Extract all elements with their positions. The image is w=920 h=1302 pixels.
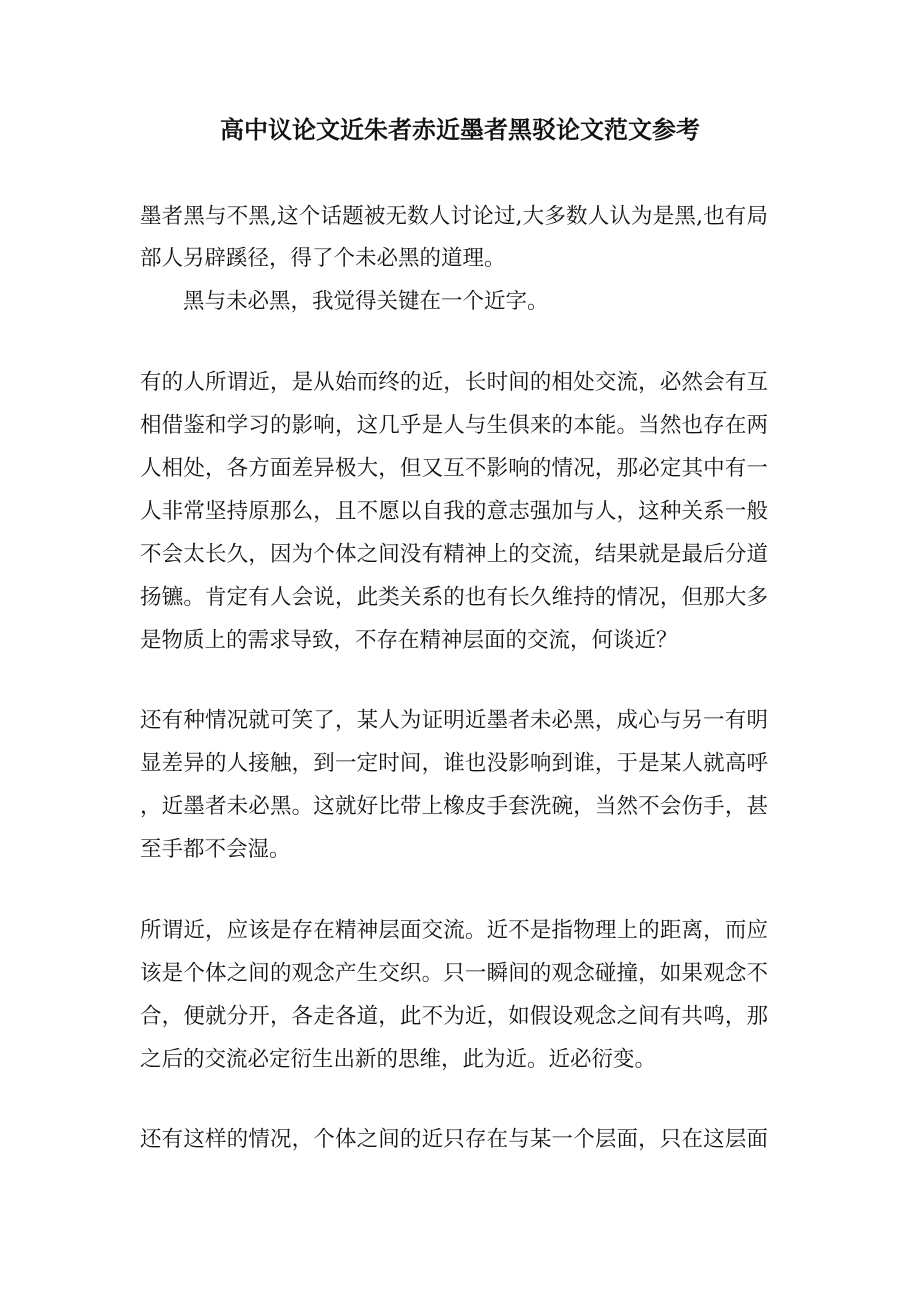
paragraph-line: 人非常坚持原那么，且不愿以自我的意志强加与人，这种关系一般 <box>140 499 768 524</box>
paragraph-line: 还有种情况就可笑了，某人为证明近墨者未必黑，成心与另一有明 <box>140 708 768 733</box>
document-title: 高中议论文近朱者赤近墨者黑驳论文范文参考 <box>220 115 700 144</box>
paragraph-line: 部人另辟蹊径，得了个未必黑的道理。 <box>140 246 506 271</box>
paragraph-line: 之后的交流必定衍生出新的思维，此为近。近必衍变。 <box>140 1047 657 1072</box>
paragraph-line: 人相处，各方面差异极大，但又互不影响的情况，那必定其中有一 <box>140 456 768 481</box>
paragraph-line: 显差异的人接触，到一定时间，谁也没影响到谁，于是某人就高呼 <box>140 751 768 776</box>
paragraph-line: 合，便就分开，各走各道，此不为近，如假设观念之间有共鸣，那 <box>140 1004 768 1029</box>
paragraph-line: 墨者黑与不黑,这个话题被无数人讨论过,大多数人认为是黑,也有局 <box>140 204 768 229</box>
paragraph-line: ，近墨者未必黑。这就好比带上橡皮手套洗碗，当然不会伤手，甚 <box>140 794 768 819</box>
paragraph-line: 相借鉴和学习的影响，这几乎是人与生俱来的本能。当然也存在两 <box>140 413 768 438</box>
paragraph-line: 还有这样的情况，个体之间的近只存在与某一个层面，只在这层面 <box>140 1127 768 1152</box>
paragraph-line: 所谓近，应该是存在精神层面交流。近不是指物理上的距离，而应 <box>140 918 768 943</box>
paragraph-line: 不会太长久，因为个体之间没有精神上的交流，结果就是最后分道 <box>140 542 768 567</box>
paragraph-line: 是物质上的需求导致，不存在精神层面的交流，何谈近？ <box>140 628 678 653</box>
paragraph-line: 黑与未必黑，我觉得关键在一个近字。 <box>183 289 549 314</box>
paragraph-line: 有的人所谓近，是从始而终的近，长时间的相处交流，必然会有互 <box>140 370 768 395</box>
paragraph-line: 扬镳。肯定有人会说，此类关系的也有长久维持的情况，但那大多 <box>140 585 768 610</box>
paragraph-line: 至手都不会湿。 <box>140 837 291 862</box>
paragraph-line: 该是个体之间的观念产生交织。只一瞬间的观念碰撞，如果观念不 <box>140 961 768 986</box>
